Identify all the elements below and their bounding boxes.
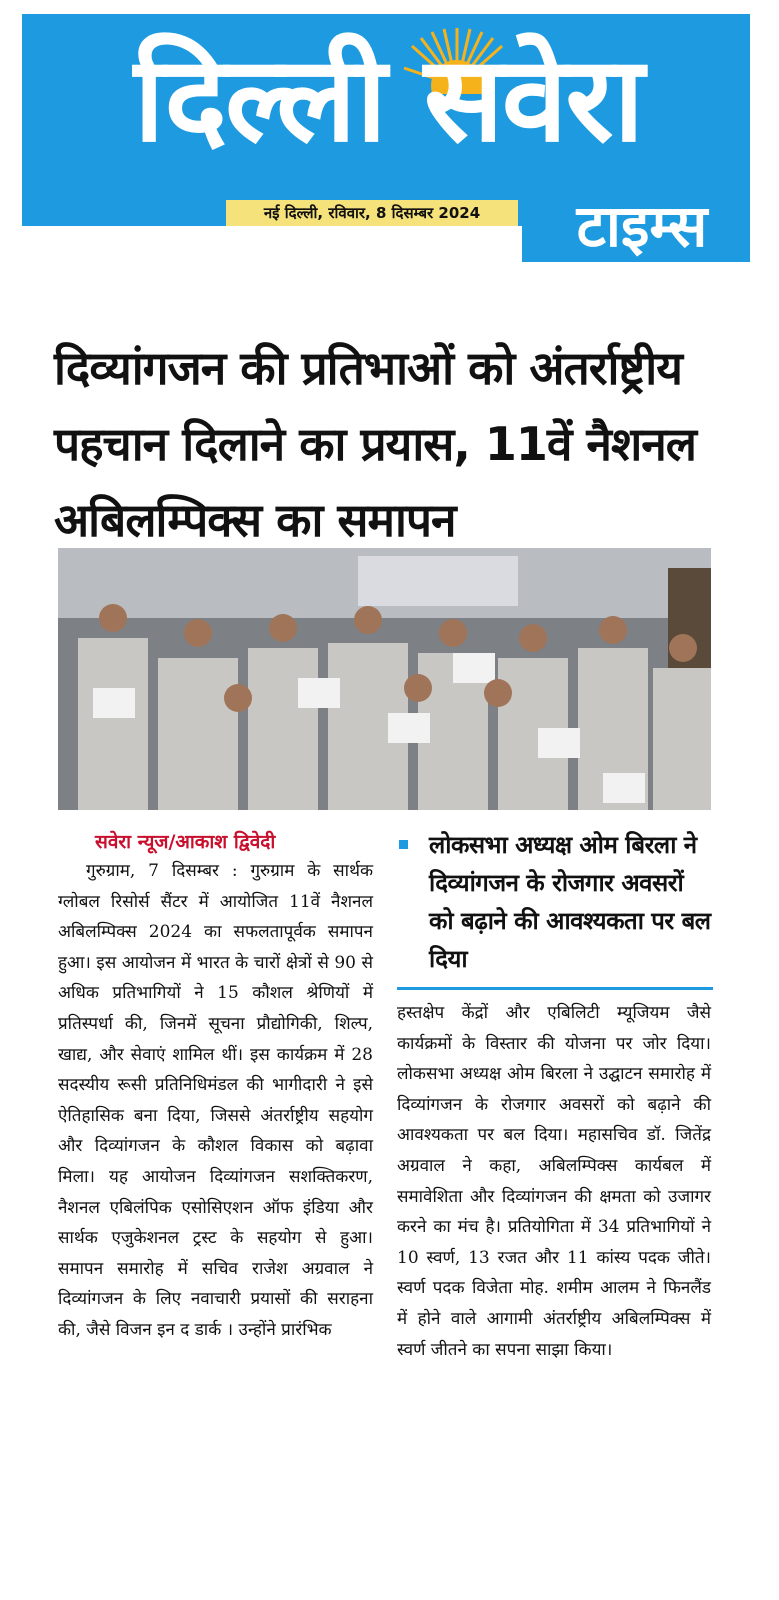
article-body-right: हस्तक्षेप केंद्रों और एबिलिटी म्यूजियम जैसे कार्यक्रमों के विस्तार की योजना पर जोर दिया। लोकसभा अध्यक्ष ओम बिरला ने उद्घाटन समारोह में दिव्यांगजन के रोजगार अवसरों को बढ़ाने की आवश्यकता पर बल दिया। महासचिव डॉ. जितेंद्र अग्रवाल ने कहा, अबिलम्पिक्स कार्यबल में समावेशिता और दिव्यांगजन की क्षमता को उजागर करने का मंच है। प्रतियोगिता में 34 प्रतिभागियों ने 10 स्वर्ण, 13 रजत और 11 कांस्य पदक जीते। स्वर्ण पदक विजेता मोह. शमीम आलम ने फिनलैंड में होने वाले आगामी अंतर्राष्ट्रीय अबिलम्पिक्स में स्वर्ण जीतने का सपना साझा किया। bbox=[397, 1003, 711, 1360]
pullquote-rule bbox=[397, 987, 713, 990]
group-photo-icon bbox=[58, 548, 711, 810]
article-body-left: गुरुग्राम, 7 दिसम्बर : गुरुग्राम के सार्थक ग्लोबल रिसोर्स सैंटर में आयोजित 11वें नैशनल अबिलम्पिक्स 2024 का सफलतापूर्वक समापन हुआ। इस आयोजन में भारत के चारों क्षेत्रों से 90 से अधिक प्रतिभागियों ने 15 कौशल श्रेणियों में प्रतिस्पर्धा की, जिनमें सूचना प्रौद्योगिकी, शिल्प, खाद्य, और सेवाएं शामिल थीं। इस कार्यक्रम में 28 सदस्यीय रूसी प्रतिनिधिमंडल की भागीदारी ने इसे ऐतिहासिक बना दिया, जिससे अंतर्राष्ट्रीय सहयोग और दिव्यांगजन के कौशल विकास को बढ़ावा मिला। यह आयोजन दिव्यांगजन सशक्तिकरण, नैशनल एबिलंपिक एसोसिएशन ऑफ इंडिया और सार्थक एजुकेशनल ट्रस्ट के सहयोग से हुआ। समापन समारोह में सचिव राजेश अग्रवाल ने दिव्यांगजन के लिए नवाचारी प्रयासों की सराहना की, जैसे विजन इन द डार्क । उन्होंने प्रारंभिक bbox=[58, 861, 373, 1340]
article-photo bbox=[58, 548, 711, 810]
pullquote bbox=[397, 826, 713, 986]
dateline: नई दिल्ली, रविवार, 8 दिसम्बर 2024 bbox=[226, 200, 518, 226]
pullquote-text: लोकसभा अध्यक्ष ओम बिरला ने दिव्यांगजन के रोजगार अवसरों को बढ़ाने की आवश्यकता पर बल दिया bbox=[429, 831, 711, 973]
byline: सवेरा न्यूज/आकाश द्विवेदी bbox=[95, 831, 276, 853]
article-headline: दिव्यांगजन की प्रतिभाओं को अंतर्राष्ट्रीय पहचान दिलाने का प्रयास, 11वें नैशनल अबिलम्पिक्स का समापन bbox=[54, 341, 696, 547]
masthead-notch bbox=[22, 226, 522, 262]
masthead bbox=[22, 14, 750, 262]
masthead-title: दिल्ली सवेरा bbox=[133, 30, 643, 168]
pullquote-bullet-icon bbox=[399, 840, 408, 849]
masthead-subtitle: टाइम्स bbox=[576, 192, 708, 260]
